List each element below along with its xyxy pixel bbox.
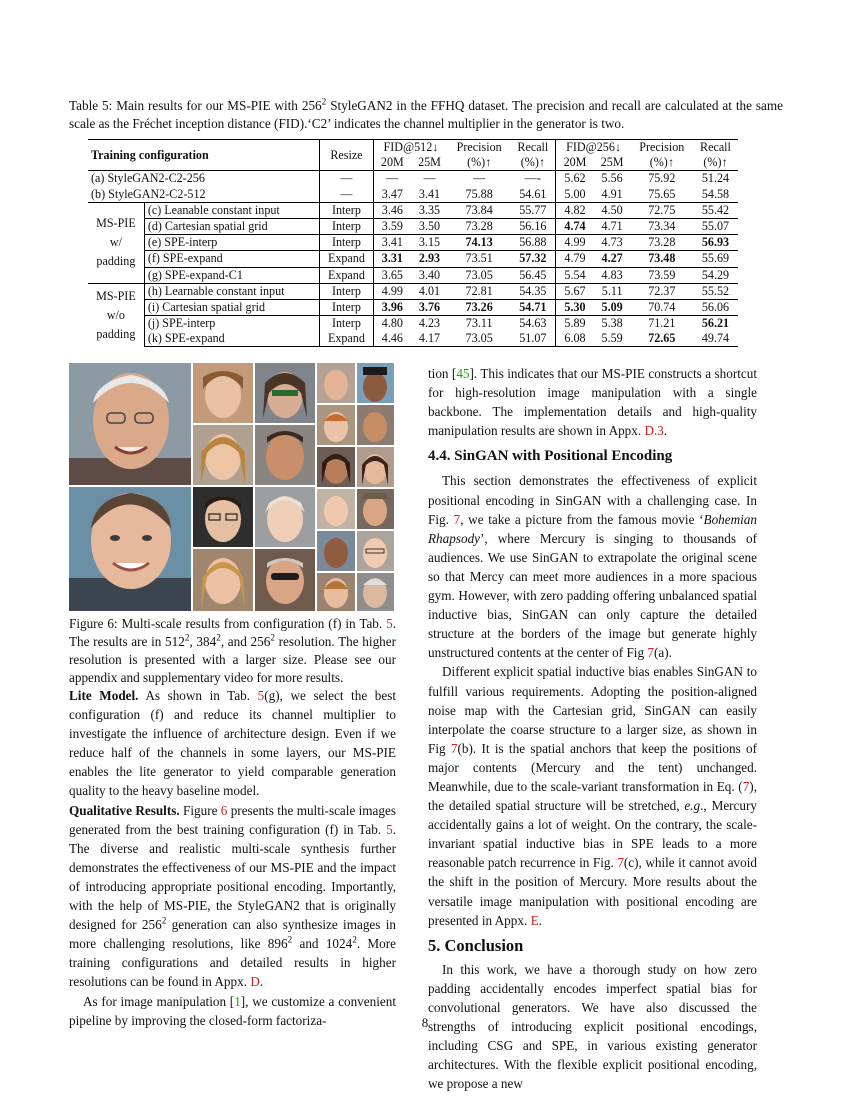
paragraph-text: . The diverse and realistic multi-scale synthesis further demonstrates the effectiveness of our MS-PIE and the impact of introducing appropriate positional encoding. Importantly, with the help of MS-PIE, the StyleGAN2 that is originally designed for — [69, 821, 396, 933]
cell-value: 72.65 — [631, 331, 693, 347]
cell-value: 3.15 — [411, 235, 448, 251]
cell-value: 4.23 — [411, 316, 448, 332]
paragraph-text: ], we customize a convenient pipeline by improving the closed-form factoriza- — [69, 993, 396, 1028]
table-ref-link[interactable]: 5 — [257, 688, 265, 703]
header-fid512: FID@512↓ — [373, 140, 448, 156]
cell-value: 5.67 — [556, 283, 594, 299]
cell-value: 5.09 — [594, 299, 631, 315]
face-medium-grid — [193, 363, 315, 611]
table-row — [88, 331, 738, 347]
cell-value: 4.99 — [373, 283, 411, 299]
table-row — [88, 299, 738, 315]
cell-resize: Expand — [320, 267, 374, 283]
equation-ref-link[interactable]: 7 — [742, 778, 750, 794]
caption-text: . The results are in — [69, 616, 396, 649]
cell-value: 54.58 — [701, 186, 730, 201]
cell-name: (e) SPE-interp — [144, 235, 319, 251]
caption-text: 256 — [301, 98, 322, 113]
cell-value: 72.81 — [448, 283, 510, 299]
header-25m: 25M — [600, 155, 624, 170]
cell-value: 49.74 — [693, 331, 738, 347]
cell-value: 4.99 — [556, 235, 594, 251]
cell-name: (b) StyleGAN2-C2-512 — [91, 186, 206, 201]
cell-value: 3.76 — [411, 299, 448, 315]
cell-value: 73.05 — [448, 331, 510, 347]
cell-value: 3.65 — [373, 267, 411, 283]
citation-link[interactable]: 45 — [456, 366, 470, 381]
table-row — [88, 267, 738, 283]
cell-value: 55.69 — [693, 251, 738, 267]
cell-resize: Interp — [320, 202, 374, 218]
header-25m: 25M — [418, 155, 441, 170]
cell-value: 75.92 — [631, 171, 693, 187]
left-column — [69, 686, 396, 1030]
cell-value: 73.48 — [631, 251, 693, 267]
superscript: 2 — [184, 632, 190, 643]
paragraph-text: This section demonstrates the effectiveness of explicit positional encoding in SinGAN with a challenging case. In Fig. — [428, 473, 757, 527]
cell-value: 4.71 — [594, 218, 631, 234]
paragraph-text: presents the multi-scale images generated from the best training configuration (f) in Tab. — [69, 802, 396, 837]
cell-value: 3.41 — [373, 235, 411, 251]
movie-title: Bohemian Rhapsody — [428, 511, 757, 546]
table-row — [88, 171, 738, 187]
cell-value: 5.00 — [556, 187, 594, 203]
table-ref-link[interactable]: 5 — [386, 821, 393, 837]
paragraph-text: . More training configurations and detailed results in higher resolutions can be found in Appx. — [69, 936, 396, 990]
cell-value: 4.46 — [373, 331, 411, 347]
cell-value: 72.75 — [631, 202, 693, 218]
figure-ref-link[interactable]: 7 — [453, 511, 461, 527]
paragraph-continued — [428, 364, 757, 440]
cell-value: 73.05 — [448, 267, 510, 283]
paragraph-text: 1024 — [325, 936, 353, 952]
group-label-mspie-wo — [88, 283, 144, 347]
paragraph-text: 256 — [141, 917, 162, 933]
paragraph-title: Qualitative Results. — [69, 802, 180, 818]
cell-value: 5.54 — [556, 267, 594, 283]
header-resize: Resize — [320, 140, 374, 171]
paragraph-text: ]. This indicates that our MS-PIE constructs a shortcut for high-resolution image manipulation with a single backbone. The implementation details and high-quality manipulation results are shown in Appx. — [428, 366, 757, 439]
header-pct: (%)↑ — [520, 155, 545, 170]
group-label-mspie-w — [88, 202, 144, 283]
paragraph-text: (c), while it cannot avoid the shift in the position of Mercury. More results about the versatile image manipulation with positional encoding are presented in Appx. — [428, 855, 757, 928]
cell-value: 5.30 — [556, 299, 594, 315]
cell-value: 74.13 — [448, 235, 510, 251]
header-pct: (%)↑ — [703, 155, 728, 170]
cell-value: 4.73 — [594, 235, 631, 251]
cell-value: 3.96 — [373, 299, 411, 315]
cell-value: 4.17 — [411, 331, 448, 347]
cell-resize: Interp — [320, 299, 374, 315]
cell-value: 4.50 — [594, 202, 631, 218]
caption-text: 512 — [165, 634, 185, 649]
face-large-1 — [69, 363, 191, 485]
section-heading: 5. Conclusion — [428, 935, 524, 955]
cell-resize: Expand — [320, 251, 374, 267]
paragraph-text: Different explicit spatial inductive bias enables SinGAN to fulfill various requirements. Adopting the position-aligned noise map with the Cartesian grid, SinGAN can easily interpolate the coarse structure to a larger size, as shown in Fig — [428, 664, 757, 756]
group-label-line: MS-PIE — [96, 216, 136, 231]
cell-value: 54.61 — [519, 186, 547, 201]
cell-value: 5.62 — [556, 171, 594, 187]
cell-value: 54.35 — [510, 283, 556, 299]
cell-value: 75.88 — [465, 186, 493, 201]
header-recall: Recall — [510, 140, 556, 156]
group-label-line: MS-PIE — [96, 288, 136, 303]
cell-value: 4.80 — [373, 316, 411, 332]
cell-value: 5.56 — [594, 171, 631, 187]
cell-name: (j) SPE-interp — [144, 316, 319, 332]
header-precision: Precision — [631, 140, 693, 156]
cell-value: 55.77 — [510, 202, 556, 218]
caption-text: 384 — [196, 634, 217, 649]
cell-value: 5.38 — [594, 316, 631, 332]
cell-name: (a) StyleGAN2-C2-256 — [88, 171, 320, 187]
paragraph-title: Lite Model. — [69, 688, 139, 703]
caption-text: 256 — [250, 634, 271, 649]
caption-text: Table 5: Main results for our MS-PIE with — [69, 98, 302, 113]
cell-value: 71.21 — [631, 316, 693, 332]
paragraph-text: Figure — [179, 802, 221, 818]
caption-text: Figure 6: Multi-scale results from configuration (f) in Tab. — [69, 616, 387, 631]
cell-resize: Expand — [320, 331, 374, 347]
header-config: Training configuration — [88, 140, 320, 171]
cell-resize: — — [320, 171, 374, 187]
cell-name: (c) Leanable constant input — [144, 202, 319, 218]
cell-name: (g) SPE-expand-C1 — [144, 267, 319, 283]
cell-value: 6.08 — [556, 331, 594, 347]
cell-name: (h) Learnable constant input — [144, 283, 319, 299]
header-20m: 20M — [556, 155, 594, 171]
appendix-ref-link[interactable]: D — [250, 974, 260, 990]
header-pct: (%)↑ — [467, 155, 492, 170]
cell-value: 4.91 — [601, 186, 623, 201]
cell-value: 5.89 — [556, 316, 594, 332]
table-row — [88, 235, 738, 251]
paragraph-text: ., Mercury accidentally gains a lot of weight. On the contrary, the scale-invariant spatial inductive bias in SPE leads to a more reasonable patch recurrence in Fig. — [428, 798, 757, 871]
paragraph-text: , we take a picture from the famous movie ‘ — [460, 511, 704, 527]
cell-value: 4.74 — [556, 218, 594, 234]
superscript: 2 — [216, 632, 221, 643]
paragraph-text: generation can also synthesize images in more challenging resolutions, like — [69, 917, 396, 952]
face-small-grid — [317, 363, 394, 611]
superscript: 2 — [287, 934, 293, 945]
page-number: 8 — [421, 1015, 429, 1030]
paragraph-text: . — [663, 423, 668, 439]
figure-ref-link[interactable]: 7 — [647, 645, 654, 661]
figure-6-caption: Figure 6: Multi-scale results from configuration (f) in Tab. 5. The results are in $512^2$, $384^2$, and $256^2$ resolution. The higher resolution is presented with a larger size. Please see our appendix and supplementary video for more results. — [69, 616, 397, 685]
paragraph-text: tion [ — [428, 366, 457, 381]
paragraph-text: . — [538, 912, 542, 928]
cell-value: 3.41 — [418, 186, 441, 201]
header-20m: 20M — [373, 155, 411, 171]
paragraph-text: (a). — [653, 645, 672, 661]
cell-value: 57.32 — [510, 251, 556, 267]
cell-resize: — — [320, 187, 374, 203]
superscript: 2 — [270, 632, 275, 643]
cell-value: 4.27 — [594, 251, 631, 267]
cell-resize: Interp — [320, 218, 374, 234]
cell-value: 4.83 — [594, 267, 631, 283]
group-label-line: padding — [96, 326, 136, 341]
cell-value: 56.93 — [693, 235, 738, 251]
cell-value: 2.93 — [411, 251, 448, 267]
appendix-ref-link[interactable]: E — [530, 912, 539, 928]
table-row — [88, 202, 738, 218]
header-precision: Precision — [448, 140, 510, 156]
cell-value: 51.07 — [510, 331, 556, 347]
cell-value: 56.21 — [693, 316, 738, 332]
paragraph-singan-2 — [428, 662, 757, 929]
cell-value: 56.16 — [510, 218, 556, 234]
cell-value: 4.82 — [556, 202, 594, 218]
cell-value: 73.28 — [631, 235, 693, 251]
cell-value: 54.71 — [510, 299, 556, 315]
cell-value: 55.07 — [693, 218, 738, 234]
cell-value: 5.59 — [594, 331, 631, 347]
paragraph-text: ), the detailed spatial structure will be stretched, — [428, 778, 757, 814]
cell-value: — — [411, 171, 448, 187]
cell-name: (f) SPE-expand — [144, 251, 319, 267]
paragraph-text: . — [259, 974, 264, 990]
figure-6-face-grid — [69, 363, 394, 611]
cell-name: (k) SPE-expand — [144, 331, 319, 347]
cell-value: 55.52 — [693, 283, 738, 299]
cell-value: 4.01 — [411, 283, 448, 299]
table-row — [88, 187, 738, 203]
cell-value: 3.40 — [411, 267, 448, 283]
paragraph-text: 896 — [267, 936, 288, 952]
group-label-line: w/ — [109, 235, 122, 250]
cell-resize: Interp — [320, 316, 374, 332]
group-label-line: w/o — [106, 307, 125, 322]
paragraph-conclusion: In this work, we have a thorough study on how zero padding accidentally encodes imperfect spatial bias for convolutional generators. We have also discussed the strengths of introducing explicit positional encodings, including CSG and SPE, in various existing generator architectures. With the flexible explicit positional encoding, we propose a new — [428, 961, 757, 1092]
cell-value: 70.74 — [631, 299, 693, 315]
face-grid-image — [69, 363, 394, 611]
figure-ref-link[interactable]: 7 — [617, 855, 624, 871]
table-row — [88, 251, 738, 267]
cell-value: 3.46 — [373, 202, 411, 218]
cell-name: (i) Cartesian spatial grid — [144, 299, 319, 315]
cell-value: 73.84 — [448, 202, 510, 218]
results-table — [88, 139, 738, 347]
paragraph-text: e.g — [684, 798, 701, 814]
superscript: 2 — [321, 96, 327, 107]
caption-text: StyleGAN2 in the FFHQ dataset. The precision and recall are calculated at the same scale as the Fréchet inception distance (FID).‘C2’ indicates the channel multiplier in the generator is two. — [69, 98, 783, 131]
cell-value: 5.11 — [594, 283, 631, 299]
group-label-line: padding — [96, 254, 136, 269]
header-pct: (%)↑ — [649, 155, 674, 170]
table-row — [88, 218, 738, 234]
cell-value: — — [448, 171, 510, 187]
caption-text: resolution. The higher resolution is presented with a larger size. Please see our appendix and supplementary video for more results. — [69, 634, 397, 685]
superscript: 2 — [352, 934, 357, 945]
paragraph-text: and — [292, 936, 326, 952]
cell-value: — — [373, 171, 411, 187]
header-recall: Recall — [693, 140, 738, 156]
figure-ref-link[interactable]: 6 — [220, 802, 228, 818]
cell-value: 3.31 — [373, 251, 411, 267]
superscript: 2 — [161, 915, 167, 926]
citation-link[interactable]: 1 — [234, 993, 241, 1009]
cell-value: 56.45 — [510, 267, 556, 283]
cell-value: —- — [510, 171, 556, 187]
cell-value: 72.37 — [631, 283, 693, 299]
cell-value: 56.88 — [510, 235, 556, 251]
paragraph-text: (b). It is the spatial anchors that keep the positions of major contents (Mercury and the tent) unchanged. Meanwhile, due to the scale-variant transformation in Eq. ( — [428, 740, 758, 794]
cell-value: 56.06 — [693, 299, 738, 315]
cell-value: 73.59 — [631, 267, 693, 283]
right-column — [428, 364, 757, 1093]
paragraph-qualitative — [69, 801, 396, 992]
header-fid256: FID@256↓ — [556, 140, 631, 156]
cell-value: 73.51 — [448, 251, 510, 267]
paragraph-text: As for image manipulation [ — [83, 993, 235, 1009]
cell-value: 54.29 — [693, 267, 738, 283]
cell-value: 4.79 — [556, 251, 594, 267]
cell-value: 73.34 — [631, 218, 693, 234]
cell-name: (d) Cartesian spatial grid — [144, 218, 319, 234]
table-caption — [69, 97, 783, 133]
cell-value: 3.50 — [411, 218, 448, 234]
cell-value: 54.63 — [510, 316, 556, 332]
table-row — [88, 316, 738, 332]
cell-value: 3.47 — [373, 187, 411, 203]
cell-value: 3.35 — [411, 202, 448, 218]
cell-resize: Interp — [320, 283, 374, 299]
paragraph-text: As shown in Tab. — [138, 688, 258, 703]
paragraph-text: ’, where Mercury is singing to thousands of audiences. We use SinGAN to extrapolate the original scene so that Mercy can meet more audiences in a more spacious gym. However, with zero padding offering unbalanced spatial inductive bias, SinGAN can only capture the detailed structure at the borders of the image but generate highly unstructured contents at the center of Fig — [428, 530, 757, 661]
cell-value: 51.24 — [693, 171, 738, 187]
face-large-2 — [69, 487, 191, 611]
figure-ref-link[interactable]: 7 — [450, 740, 458, 756]
paragraph-lite-model — [69, 686, 396, 801]
cell-value: 73.26 — [448, 299, 510, 315]
appendix-ref-link[interactable]: D.3 — [644, 423, 664, 439]
paragraph-singan-1 — [428, 471, 757, 662]
cell-resize: Interp — [320, 235, 374, 251]
section-heading: 4.4. SinGAN with Positional Encoding — [428, 448, 673, 465]
cell-value: 75.65 — [648, 186, 676, 201]
cell-value: 3.59 — [373, 218, 411, 234]
table-row — [88, 283, 738, 299]
paragraph-text: (g), we select the best configuration (f) and reduce its channel multiplier to investigate the influence of architecture design. Even if we reduce half of the channels in some layers, our MS-PIE enables the lite generator to yield comparable generation quality to the heavy baseline model. — [69, 688, 396, 799]
cell-value: 73.28 — [448, 218, 510, 234]
cell-value: 55.42 — [693, 202, 738, 218]
cell-value: 73.11 — [448, 316, 510, 332]
table-ref-link[interactable]: 5 — [386, 616, 393, 631]
